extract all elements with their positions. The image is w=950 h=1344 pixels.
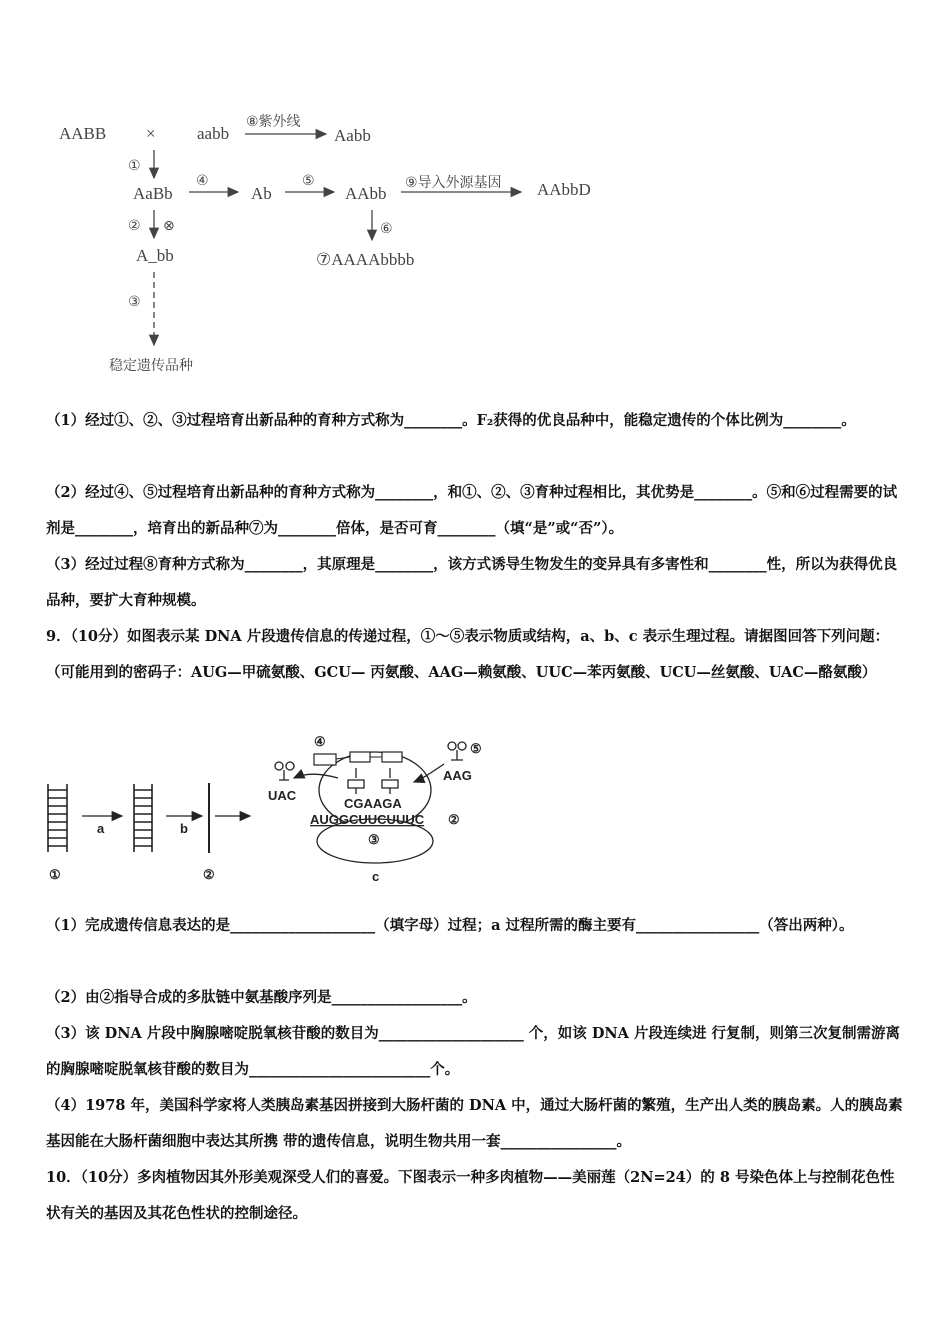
- label-2: ②: [203, 867, 215, 882]
- q9-part1: （1）完成遗传信息表达的是____________________（填字母）过程；a 过程所需的酶主要有_________________（答出两种）。: [46, 917, 854, 934]
- step6-label: ⑥: [380, 221, 393, 237]
- label-5: ⑤: [470, 741, 482, 756]
- trna-in-ribosome: [348, 768, 398, 794]
- label-1: ①: [49, 867, 61, 882]
- step5-label: ⑤: [302, 173, 315, 189]
- genotype-Aabb: Aabb: [334, 126, 371, 145]
- q8-part2: （2）经过④、⑤过程培育出新品种的育种方式称为________，和①、②、③育种过程相比，其优势是________。⑤和⑥过程需要的试剂是________，培育出的新品种⑦为________倍体，是否可育________（填“是”或“否”）。: [46, 484, 898, 537]
- anticodons-CGAAGA: CGAAGA: [344, 796, 402, 811]
- mrna-sequence: AUGGCUUCUUUC: [310, 812, 425, 827]
- genotype-A_bb: A_bb: [136, 246, 174, 265]
- step8-label: ⑧紫外线: [246, 114, 301, 130]
- trna-leaving: [275, 762, 294, 780]
- q9-part4: （4）1978 年，美国科学家将人类胰岛素基因拼接到大肠杆菌的 DNA 中，通过大肠杆菌的繁殖，生产出人类的胰岛素。人的胰岛素基因能在大肠杆菌细胞中表达其所携 带的遗传信息，说明生物共用一套________________。: [46, 1097, 903, 1150]
- dna-double-helix-2: [134, 784, 152, 852]
- q8-part3: （3）经过过程⑧育种方式称为________，其原理是________，该方式诱导生物发生的变异具有多害性和________性，所以为获得优良品种，要扩大育种规模。: [46, 556, 898, 609]
- trna-entering: [448, 742, 466, 760]
- q9-intro: 9．（10分）如图表示某 DNA 片段遗传信息的传递过程，①～⑤表示物质或结构，a、b、c 表示生理过程。请据图回答下列问题：（可能用到的密码子：AUG—甲硫氨酸、GCU— 丙氨酸、AAG—赖氨酸、UUC—苯丙氨酸、UCU—丝氨酸、UAC—酪氨酸）: [46, 628, 890, 681]
- genotype-AABB: AABB: [59, 124, 107, 143]
- genotype-AAbb: AAbb: [345, 184, 387, 203]
- step2-label: ②: [128, 218, 141, 234]
- breeding-diagram: [0, 0, 950, 390]
- genotype-AAbbD: AAbbD: [537, 180, 591, 199]
- q9-part3: （3）该 DNA 片段中胸腺嘧啶脱氧核苷酸的数目为____________________ 个，如该 DNA 片段连续进 行复制，则第三次复制需游离的胸腺嘧啶脱氧核苷酸的数目为_________________________个。: [46, 1025, 901, 1078]
- step7-label: ⑦AAAAbbbb: [316, 250, 415, 269]
- genotype-Ab: Ab: [251, 184, 272, 203]
- process-a-label: a: [97, 821, 105, 836]
- amino-acid-box-1: [314, 754, 336, 765]
- q9-part2: （2）由②指导合成的多肽链中氨基酸序列是__________________。: [46, 989, 477, 1006]
- q10-intro: 10．（10分）多肉植物因其外形美观深受人们的喜爱。下图表示一种多肉植物——美丽莲（2N=24）的 8 号染色体上与控制花色性状有关的基因及其花色性状的控制途径。: [46, 1169, 895, 1222]
- step1-label: ①: [128, 158, 141, 174]
- dna-double-helix-1: [48, 784, 67, 852]
- step9-label: ⑨导入外源基因: [405, 175, 502, 191]
- arrow-trna-out: [294, 774, 338, 778]
- step3-label: ③: [128, 294, 141, 310]
- stable-variety-label: 稳定遗传品种: [109, 358, 193, 374]
- cross-symbol: ×: [146, 124, 156, 143]
- anticodon-AAG: AAG: [443, 768, 472, 783]
- genotype-AaBb: AaBb: [133, 184, 173, 203]
- dna-expression-diagram: [0, 728, 520, 888]
- amino-acid-box-2: [350, 752, 370, 762]
- label-3: ③: [368, 832, 380, 847]
- label-4: ④: [314, 734, 326, 749]
- q8-part1: （1）经过①、②、③过程培育出新品种的育种方式称为________。F₂获得的优良品种中，能稳定遗传的个体比例为________。: [46, 412, 856, 429]
- process-b-label: b: [180, 821, 188, 836]
- selfing-symbol: ⊗: [163, 218, 175, 234]
- anticodon-UAC: UAC: [268, 788, 297, 803]
- genotype-aabb: aabb: [197, 124, 230, 143]
- mrna-label-2: ②: [448, 812, 460, 827]
- process-c-label: c: [372, 869, 380, 884]
- step4-label: ④: [196, 173, 209, 189]
- amino-acid-box-3: [382, 752, 402, 762]
